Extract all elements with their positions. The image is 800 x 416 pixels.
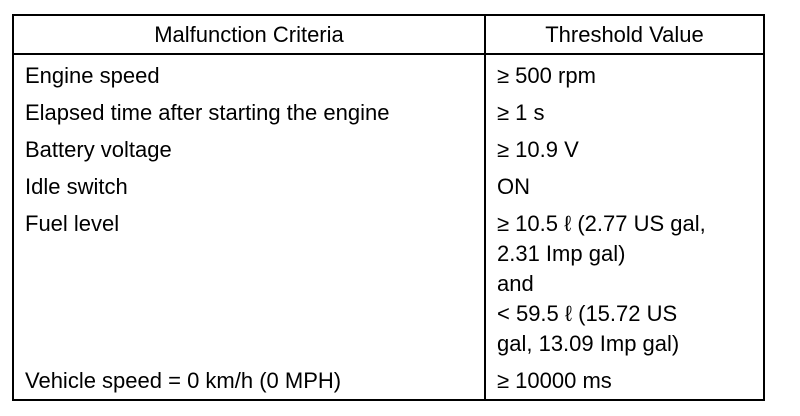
threshold-cell xyxy=(485,98,764,135)
criteria-cell: Battery voltage xyxy=(13,135,485,172)
header-row xyxy=(13,15,764,54)
table-row xyxy=(13,366,764,400)
criteria-cell: Engine speed xyxy=(13,54,485,98)
criteria-table-container xyxy=(12,14,763,401)
threshold-cell xyxy=(485,172,764,209)
header-malfunction-criteria: Malfunction Criteria xyxy=(13,15,485,54)
threshold-cell xyxy=(485,54,764,98)
threshold-line: ≥ 10.5 ℓ (2.77 US gal, xyxy=(497,211,706,236)
threshold-line: ≥ 500 rpm xyxy=(497,63,596,88)
threshold-line: < 59.5 ℓ (15.72 US xyxy=(497,301,678,326)
table-row xyxy=(13,209,764,366)
criteria-cell: Fuel level xyxy=(13,209,485,366)
threshold-line: 2.31 Imp gal) xyxy=(497,241,626,266)
threshold-line: and xyxy=(497,271,534,296)
threshold-cell xyxy=(485,135,764,172)
threshold-line: ≥ 10000 ms xyxy=(497,368,612,393)
table-row xyxy=(13,54,764,98)
malfunction-criteria-table xyxy=(12,14,765,401)
criteria-cell: Vehicle speed = 0 km/h (0 MPH) xyxy=(13,366,485,400)
threshold-cell xyxy=(485,366,764,400)
threshold-cell xyxy=(485,209,764,366)
criteria-cell: Elapsed time after starting the engine xyxy=(13,98,485,135)
table-row xyxy=(13,135,764,172)
threshold-line: ON xyxy=(497,174,530,199)
threshold-line: gal, 13.09 Imp gal) xyxy=(497,331,680,356)
threshold-line: ≥ 1 s xyxy=(497,100,545,125)
table-row xyxy=(13,172,764,209)
threshold-line: ≥ 10.9 V xyxy=(497,137,579,162)
criteria-cell: Idle switch xyxy=(13,172,485,209)
table-row xyxy=(13,98,764,135)
header-threshold-value: Threshold Value xyxy=(485,15,764,54)
